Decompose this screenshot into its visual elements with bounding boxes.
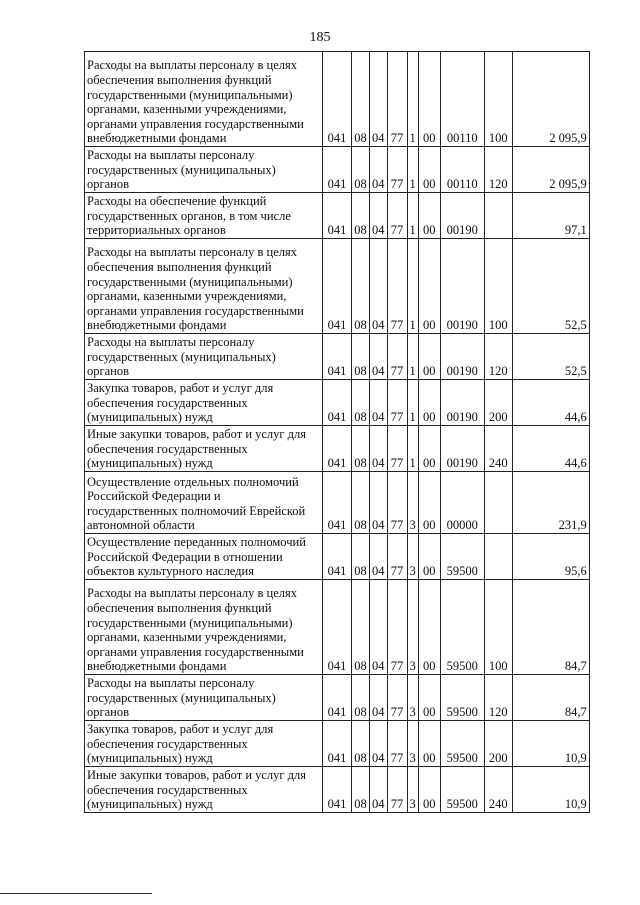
expense-code: 00190 — [440, 334, 484, 380]
amount: 10,9 — [512, 721, 589, 767]
expense-code: 59500 — [440, 721, 484, 767]
direction-code: 00 — [418, 767, 440, 813]
amount: 84,7 — [512, 580, 589, 675]
subprogram-code: 1 — [407, 426, 418, 472]
admin-code: 041 — [323, 147, 352, 193]
admin-code: 041 — [323, 767, 352, 813]
subsection-code: 04 — [370, 52, 388, 147]
subprogram-code: 3 — [407, 472, 418, 534]
program-code: 77 — [387, 472, 407, 534]
expense-code: 00190 — [440, 426, 484, 472]
expense-type-code — [484, 534, 512, 580]
expense-type-code — [484, 472, 512, 534]
footer-rule — [0, 893, 152, 894]
subsection-code: 04 — [370, 147, 388, 193]
expense-type-code: 100 — [484, 52, 512, 147]
direction-code: 00 — [418, 193, 440, 239]
subsection-code: 04 — [370, 193, 388, 239]
table-row — [85, 147, 590, 193]
row-description: Закупка товаров, работ и услуг для обеспечения государственных (муниципальных) нужд — [85, 380, 323, 426]
expense-code: 59500 — [440, 534, 484, 580]
subprogram-code: 3 — [407, 675, 418, 721]
admin-code: 041 — [323, 580, 352, 675]
section-code: 08 — [352, 580, 370, 675]
program-code: 77 — [387, 675, 407, 721]
amount: 10,9 — [512, 767, 589, 813]
table-row — [85, 767, 590, 813]
expense-code: 59500 — [440, 580, 484, 675]
direction-code: 00 — [418, 239, 440, 334]
table-row — [85, 426, 590, 472]
subsection-code: 04 — [370, 675, 388, 721]
subprogram-code: 3 — [407, 534, 418, 580]
amount: 2 095,9 — [512, 52, 589, 147]
subprogram-code: 3 — [407, 767, 418, 813]
program-code: 77 — [387, 380, 407, 426]
subsection-code: 04 — [370, 721, 388, 767]
row-description: Расходы на выплаты персоналу в целях обеспечения выполнения функций государственными (муниципальными) органами, казенными учреждениями, органами управления государственными внебюджетными фондами — [85, 52, 323, 147]
direction-code: 00 — [418, 380, 440, 426]
budget-table — [84, 51, 590, 813]
table-row — [85, 380, 590, 426]
row-description: Расходы на выплаты персоналу в целях обеспечения выполнения функций государственными (муниципальными) органами, казенными учреждениями, органами управления государственными внебюджетными фондами — [85, 580, 323, 675]
subprogram-code: 3 — [407, 580, 418, 675]
row-description: Расходы на выплаты персоналу государственных (муниципальных) органов — [85, 675, 323, 721]
expense-type-code: 240 — [484, 767, 512, 813]
subprogram-code: 1 — [407, 380, 418, 426]
subsection-code: 04 — [370, 767, 388, 813]
table-row — [85, 580, 590, 675]
program-code: 77 — [387, 767, 407, 813]
expense-code: 00190 — [440, 193, 484, 239]
table-row — [85, 334, 590, 380]
program-code: 77 — [387, 426, 407, 472]
section-code: 08 — [352, 193, 370, 239]
expense-type-code: 120 — [484, 675, 512, 721]
section-code: 08 — [352, 675, 370, 721]
expense-type-code: 100 — [484, 239, 512, 334]
row-description: Расходы на выплаты персоналу в целях обеспечения выполнения функций государственными (муниципальными) органами, казенными учреждениями, органами управления государственными внебюджетными фондами — [85, 239, 323, 334]
subprogram-code: 1 — [407, 334, 418, 380]
admin-code: 041 — [323, 472, 352, 534]
admin-code: 041 — [323, 534, 352, 580]
amount: 52,5 — [512, 334, 589, 380]
expense-code: 00190 — [440, 239, 484, 334]
subprogram-code: 1 — [407, 147, 418, 193]
subprogram-code: 1 — [407, 193, 418, 239]
expense-type-code: 100 — [484, 580, 512, 675]
program-code: 77 — [387, 580, 407, 675]
section-code: 08 — [352, 380, 370, 426]
direction-code: 00 — [418, 534, 440, 580]
amount: 2 095,9 — [512, 147, 589, 193]
amount: 231,9 — [512, 472, 589, 534]
expense-code: 00190 — [440, 380, 484, 426]
table-row — [85, 721, 590, 767]
amount: 95,6 — [512, 534, 589, 580]
direction-code: 00 — [418, 52, 440, 147]
direction-code: 00 — [418, 147, 440, 193]
section-code: 08 — [352, 767, 370, 813]
program-code: 77 — [387, 334, 407, 380]
direction-code: 00 — [418, 675, 440, 721]
program-code: 77 — [387, 52, 407, 147]
admin-code: 041 — [323, 334, 352, 380]
subprogram-code: 1 — [407, 239, 418, 334]
direction-code: 00 — [418, 334, 440, 380]
expense-type-code: 200 — [484, 721, 512, 767]
direction-code: 00 — [418, 580, 440, 675]
expense-code: 59500 — [440, 675, 484, 721]
subprogram-code: 3 — [407, 721, 418, 767]
expense-code: 00110 — [440, 52, 484, 147]
expense-code: 00110 — [440, 147, 484, 193]
expense-code: 59500 — [440, 767, 484, 813]
row-description: Осуществление переданных полномочий Российской Федерации в отношении объектов культурного наследия — [85, 534, 323, 580]
table-row — [85, 193, 590, 239]
subsection-code: 04 — [370, 534, 388, 580]
table-row — [85, 239, 590, 334]
amount: 44,6 — [512, 380, 589, 426]
table-row — [85, 534, 590, 580]
program-code: 77 — [387, 721, 407, 767]
row-description: Иные закупки товаров, работ и услуг для обеспечения государственных (муниципальных) нужд — [85, 426, 323, 472]
subsection-code: 04 — [370, 334, 388, 380]
budget-table-body — [85, 52, 590, 813]
section-code: 08 — [352, 472, 370, 534]
admin-code: 041 — [323, 426, 352, 472]
subprogram-code: 1 — [407, 52, 418, 147]
section-code: 08 — [352, 147, 370, 193]
expense-code: 00000 — [440, 472, 484, 534]
program-code: 77 — [387, 534, 407, 580]
amount: 97,1 — [512, 193, 589, 239]
program-code: 77 — [387, 193, 407, 239]
page-number: 185 — [309, 30, 331, 45]
subsection-code: 04 — [370, 580, 388, 675]
row-description: Расходы на выплаты персоналу государственных (муниципальных) органов — [85, 147, 323, 193]
section-code: 08 — [352, 52, 370, 147]
program-code: 77 — [387, 239, 407, 334]
section-code: 08 — [352, 334, 370, 380]
admin-code: 041 — [323, 380, 352, 426]
subsection-code: 04 — [370, 426, 388, 472]
row-description: Осуществление отдельных полномочий Российской Федерации и государственных полномочий Еврейской автономной области — [85, 472, 323, 534]
section-code: 08 — [352, 721, 370, 767]
table-row — [85, 52, 590, 147]
admin-code: 041 — [323, 52, 352, 147]
expense-type-code: 200 — [484, 380, 512, 426]
amount: 52,5 — [512, 239, 589, 334]
row-description: Иные закупки товаров, работ и услуг для обеспечения государственных (муниципальных) нужд — [85, 767, 323, 813]
amount: 84,7 — [512, 675, 589, 721]
subsection-code: 04 — [370, 239, 388, 334]
direction-code: 00 — [418, 721, 440, 767]
amount: 44,6 — [512, 426, 589, 472]
table-row — [85, 472, 590, 534]
expense-type-code — [484, 193, 512, 239]
program-code: 77 — [387, 147, 407, 193]
direction-code: 00 — [418, 426, 440, 472]
table-row — [85, 675, 590, 721]
row-description: Расходы на обеспечение функций государственных органов, в том числе территориальных органов — [85, 193, 323, 239]
row-description: Расходы на выплаты персоналу государственных (муниципальных) органов — [85, 334, 323, 380]
section-code: 08 — [352, 239, 370, 334]
section-code: 08 — [352, 534, 370, 580]
expense-type-code: 120 — [484, 334, 512, 380]
admin-code: 041 — [323, 721, 352, 767]
expense-type-code: 240 — [484, 426, 512, 472]
section-code: 08 — [352, 426, 370, 472]
subsection-code: 04 — [370, 472, 388, 534]
admin-code: 041 — [323, 239, 352, 334]
subsection-code: 04 — [370, 380, 388, 426]
row-description: Закупка товаров, работ и услуг для обеспечения государственных (муниципальных) нужд — [85, 721, 323, 767]
admin-code: 041 — [323, 193, 352, 239]
expense-type-code: 120 — [484, 147, 512, 193]
admin-code: 041 — [323, 675, 352, 721]
direction-code: 00 — [418, 472, 440, 534]
